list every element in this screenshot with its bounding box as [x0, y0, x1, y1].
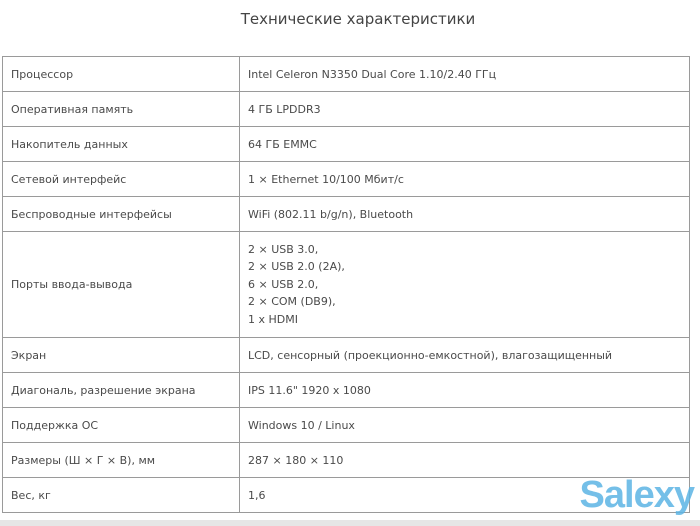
spec-value: 64 ГБ EMMC — [240, 127, 690, 162]
spec-value: LCD, сенсорный (проекционно-емкостной), влагозащищенный — [240, 338, 690, 373]
table-row — [3, 232, 690, 338]
spec-key: Сетевой интерфейс — [3, 162, 240, 197]
spec-value — [240, 232, 690, 338]
table-row — [3, 57, 690, 92]
port-line: 2 × USB 2.0 (2A), — [248, 260, 345, 274]
watermark-logo: Salexy — [579, 474, 694, 516]
specs-table — [2, 56, 690, 513]
spec-key: Диагональ, разрешение экрана — [3, 373, 240, 408]
spec-key: Порты ввода-вывода — [3, 232, 240, 338]
spec-key: Оперативная память — [3, 92, 240, 127]
spec-value: WiFi (802.11 b/g/n), Bluetooth — [240, 197, 690, 232]
spec-value: 1,6 — [240, 478, 690, 513]
table-row — [3, 162, 690, 197]
bottom-divider — [0, 520, 700, 526]
spec-key: Процессор — [3, 57, 240, 92]
spec-key: Накопитель данных — [3, 127, 240, 162]
spec-value: IPS 11.6" 1920 x 1080 — [240, 373, 690, 408]
spec-value: Intel Celeron N3350 Dual Core 1.10/2.40 ГГц — [240, 57, 690, 92]
table-row — [3, 127, 690, 162]
spec-key: Размеры (Ш × Г × В), мм — [3, 443, 240, 478]
spec-key: Поддержка ОС — [3, 408, 240, 443]
port-line: 2 × USB 3.0, — [248, 242, 319, 256]
table-row — [3, 408, 690, 443]
spec-value: 1 × Ethernet 10/100 Мбит/с — [240, 162, 690, 197]
table-row — [3, 92, 690, 127]
spec-key: Вес, кг — [3, 478, 240, 513]
table-row — [3, 443, 690, 478]
port-line: 2 × COM (DB9), — [248, 295, 336, 309]
port-line: 6 × USB 2.0, — [248, 277, 319, 291]
page-title: Технические характеристики — [240, 10, 476, 28]
table-row — [3, 338, 690, 373]
spec-value: Windows 10 / Linux — [240, 408, 690, 443]
spec-key: Экран — [3, 338, 240, 373]
table-row — [3, 197, 690, 232]
spec-value: 287 × 180 × 110 — [240, 443, 690, 478]
spec-value: 4 ГБ LPDDR3 — [240, 92, 690, 127]
spec-key: Беспроводные интерфейсы — [3, 197, 240, 232]
port-line: 1 x HDMI — [248, 312, 298, 326]
table-row — [3, 373, 690, 408]
